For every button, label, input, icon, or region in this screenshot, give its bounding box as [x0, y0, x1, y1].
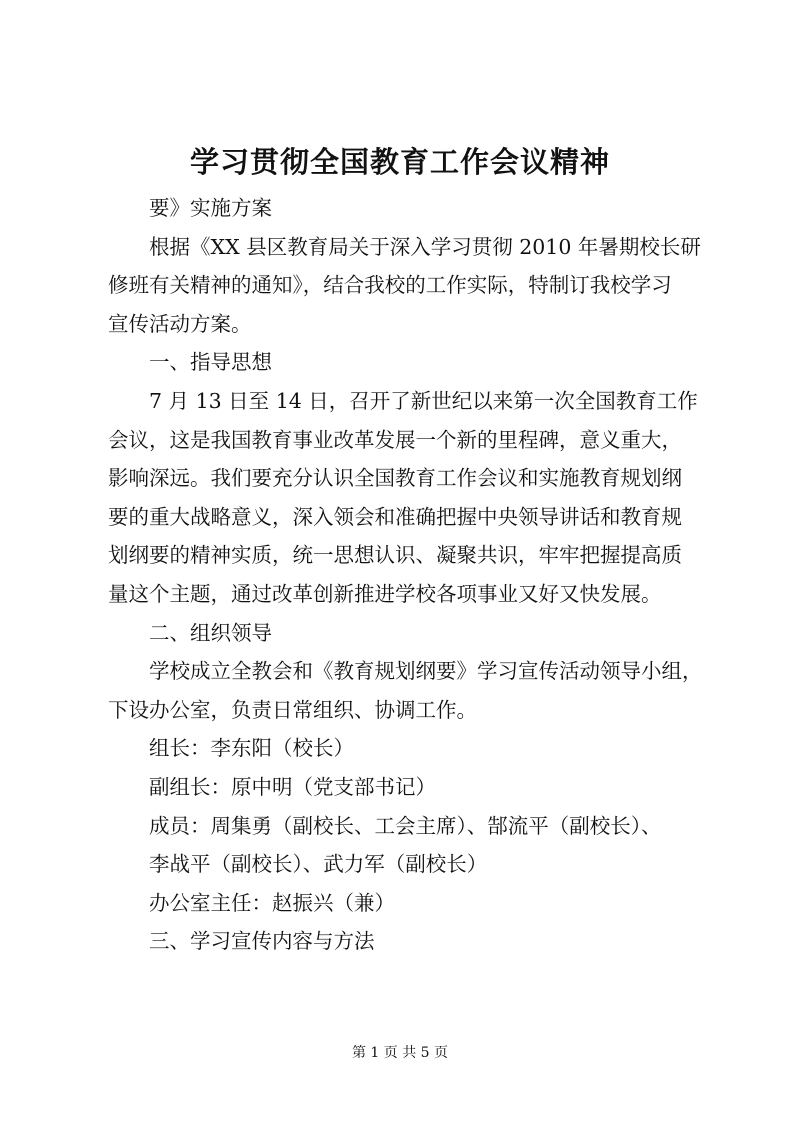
body-line: 划纲要的精神实质，统一思想认识、凝聚共识，牢牢把握提高质 [108, 543, 682, 568]
section-heading: 一、指导思想 [149, 350, 272, 375]
body-line: 副组长：原中明（党支部书记） [149, 774, 436, 799]
body-line: 修班有关精神的通知》，结合我校的工作实际，特制订我校学习 [108, 273, 672, 298]
body-line: 组长：李东阳（校长） [149, 736, 354, 761]
document-title: 学习贯彻全国教育工作会议精神 [189, 145, 610, 179]
body-line: 量这个主题，通过改革创新推进学校各项事业又好又快发展。 [108, 581, 662, 606]
body-line: 宣传活动方案。 [108, 311, 252, 336]
section-heading: 二、组织领导 [149, 620, 272, 645]
section-heading: 三、学习宣传内容与方法 [149, 929, 375, 954]
body-line: 下设办公室，负责日常组织、协调工作。 [108, 697, 477, 722]
body-line: 要》实施方案 [149, 196, 272, 220]
body-line: 会议，这是我国教育事业改革发展一个新的里程碑，意义重大， [108, 427, 682, 452]
body-line: 成员：周集勇（副校长、工会主席）、郜流平（副校长）、 [149, 813, 662, 838]
body-line: 影响深远。我们要充分认识全国教育工作会议和实施教育规划纲 [108, 466, 682, 491]
page-number-footer: 第 1 页 共 5 页 [351, 1045, 449, 1061]
body-line: 学校成立全教会和《教育规划纲要》学习宣传活动领导小组， [149, 659, 703, 684]
body-line: 办公室主任：赵振兴（兼） [149, 890, 395, 915]
document-body [108, 189, 703, 961]
body-line: 7 月 13 日至 14 日，召开了新世纪以来第一次全国教育工作 [149, 388, 698, 413]
body-line: 根据《XX 县区教育局关于深入学习贯彻 2010 年暑期校长研 [149, 234, 701, 259]
body-line: 李战平（副校长）、武力军（副校长） [149, 852, 488, 877]
body-line: 要的重大战略意义，深入领会和准确把握中央领导讲话和教育规 [108, 504, 682, 529]
